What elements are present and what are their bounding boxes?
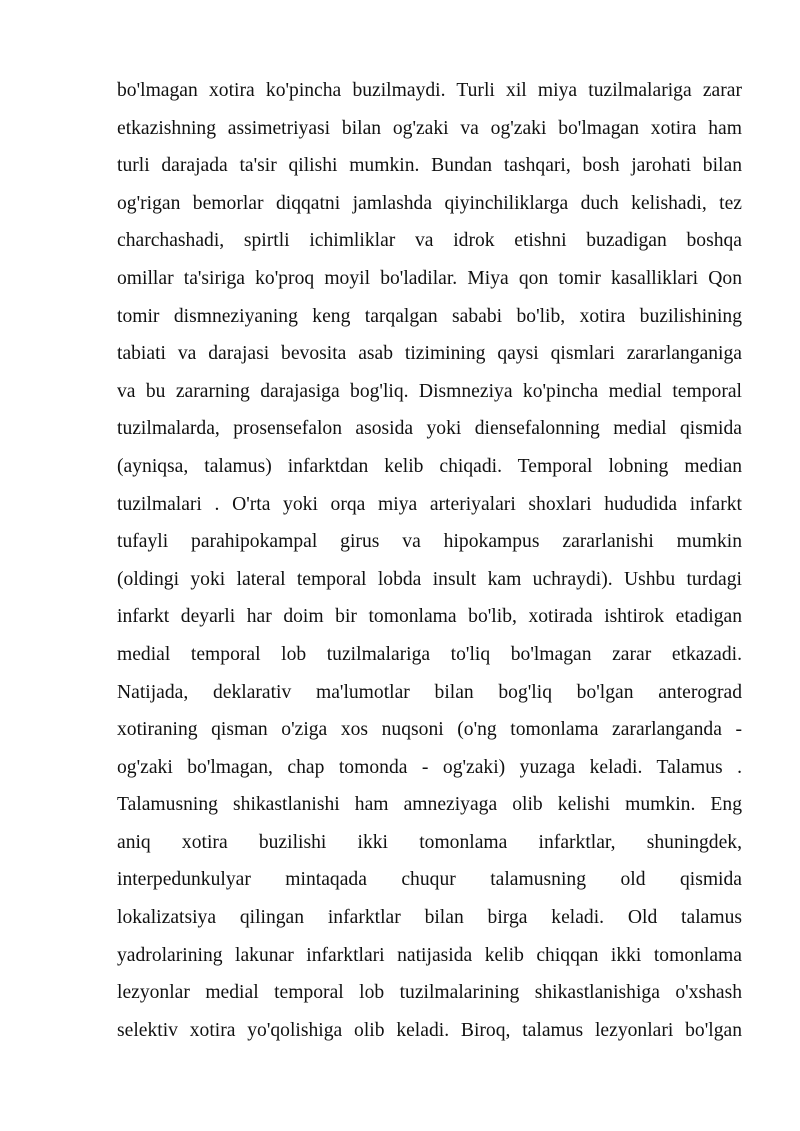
text-line: interpedunkulyar mintaqada chuqur talamusning old qismida: [117, 869, 742, 891]
text-line: yadrolarining lakunar infarktlari natijasida kelib chiqqan ikki tomonlama: [117, 944, 742, 966]
text-line: lezyonlar medial temporal lob tuzilmalarining shikastlanishiga o'xshash: [117, 982, 742, 1004]
text-line: bo'lmagan xotira ko'pincha buzilmaydi. Turli xil miya tuzilmalariga zarar: [117, 80, 742, 101]
text-line: medial temporal lob tuzilmalariga to'liq bo'lmagan zarar etkazadi.: [117, 643, 742, 665]
text-line: tufayli parahipokampal girus va hipokampus zararlanishi mumkin: [117, 531, 742, 553]
text-line: (ayniqsa, talamus) infarktdan kelib chiqadi. Temporal lobning median: [117, 455, 742, 477]
text-line: turli darajada ta'sir qilishi mumkin. Bundan tashqari, bosh jarohati bilan: [117, 155, 742, 177]
text-line: tuzilmalarda, prosensefalon asosida yoki diensefalonning medial qismida: [117, 418, 742, 440]
text-line: tuzilmalari . O'rta yoki orqa miya arteriyalari shoxlari hududida infarkt: [117, 493, 742, 515]
text-line: og'rigan bemorlar diqqatni jamlashda qiyinchiliklarga duch kelishadi, tez: [117, 192, 742, 214]
text-line: (oldingi yoki lateral temporal lobda insult kam uchraydi). Ushbu turdagi: [117, 568, 742, 590]
text-line: Natijada, deklarativ ma'lumotlar bilan bog'liq bo'lgan anterograd: [117, 681, 742, 703]
body-paragraph: [117, 72, 742, 1049]
text-line: etkazishning assimetriyasi bilan og'zaki va og'zaki bo'lmagan xotira ham: [117, 117, 742, 139]
text-line: selektiv xotira yo'qolishiga olib keladi. Biroq, talamus lezyonlari bo'lgan: [117, 1019, 742, 1041]
text-line: tomir dismneziyaning keng tarqalgan sababi bo'lib, xotira buzilishining: [117, 305, 742, 327]
text-line: Talamusning shikastlanishi ham amneziyaga olib kelishi mumkin. Eng: [117, 794, 742, 816]
text-line: tabiati va darajasi bevosita asab tizimining qaysi qismlari zararlanganiga: [117, 343, 742, 365]
text-line: lokalizatsiya qilingan infarktlar bilan birga keladi. Old talamus: [117, 907, 742, 929]
text-line: aniq xotira buzilishi ikki tomonlama infarktlar, shuningdek,: [117, 831, 742, 853]
text-line: va bu zararning darajasiga bog'liq. Dismneziya ko'pincha medial temporal: [117, 380, 742, 402]
text-line: charchashadi, spirtli ichimliklar va idrok etishni buzadigan boshqa: [117, 230, 742, 252]
text-line: omillar ta'siriga ko'proq moyil bo'ladilar. Miya qon tomir kasalliklari Qon: [117, 267, 742, 289]
text-line: og'zaki bo'lmagan, chap tomonda - og'zaki) yuzaga keladi. Talamus .: [117, 756, 742, 778]
text-line: infarkt deyarli har doim bir tomonlama bo'lib, xotirada ishtirok etadigan: [117, 606, 742, 628]
text-line: xotiraning qisman o'ziga xos nuqsoni (o'ng tomonlama zararlanganda -: [117, 719, 742, 741]
